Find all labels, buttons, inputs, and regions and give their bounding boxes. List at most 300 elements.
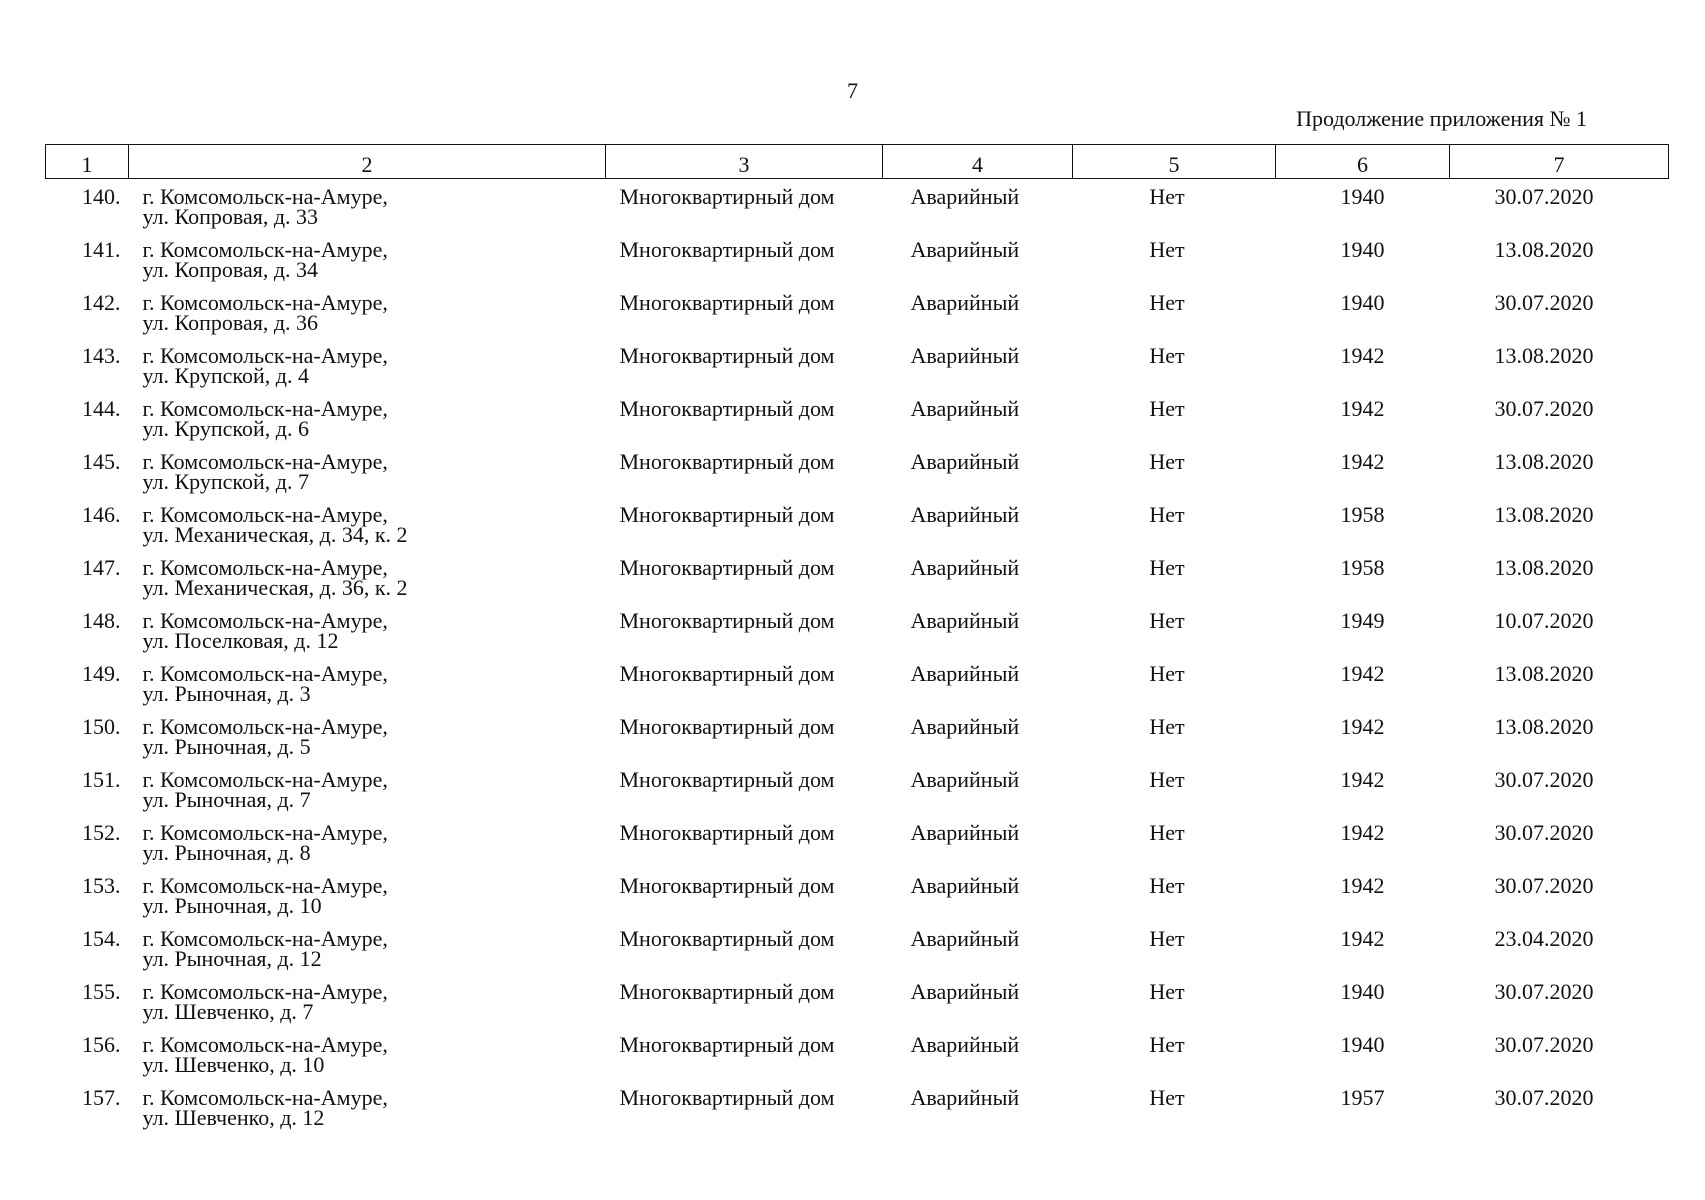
decision-date: 30.07.2020: [1494, 873, 1594, 898]
address-city: г. Комсомольск-на-Амуре,: [142, 502, 388, 527]
building-type-cell: [606, 926, 883, 982]
flag-value-cell: [1073, 714, 1276, 770]
row-number-cell: [46, 237, 129, 293]
condition-cell: [883, 396, 1073, 452]
condition-cell: [883, 343, 1073, 399]
construction-year-cell: [1276, 608, 1450, 664]
row-number-cell: [46, 1085, 129, 1141]
flag-value: Нет: [1149, 979, 1185, 1004]
address-city: г. Комсомольск-на-Амуре,: [142, 184, 388, 209]
flag-value-cell: [1073, 502, 1276, 558]
flag-value: Нет: [1149, 926, 1185, 951]
building-type: Многоквартирный дом: [619, 979, 835, 1004]
condition: Аварийный: [910, 237, 1020, 262]
row-number-cell: [46, 661, 129, 717]
address-cell: [129, 873, 606, 929]
address-city: г. Комсомольск-на-Амуре,: [142, 926, 388, 951]
address-street: ул. Рыночная, д. 10: [142, 893, 322, 918]
construction-year-cell: [1276, 179, 1450, 241]
flag-value: Нет: [1149, 873, 1185, 898]
address-street: ул. Рыночная, д. 7: [142, 787, 311, 812]
decision-date: 23.04.2020: [1494, 926, 1594, 951]
address-street: ул. Крупской, д. 6: [142, 416, 309, 441]
table-row: [46, 293, 1669, 346]
decision-date: 30.07.2020: [1494, 1032, 1594, 1057]
address-cell: [129, 1085, 606, 1141]
address-cell: [129, 343, 606, 399]
decision-date-cell: [1450, 1085, 1669, 1141]
column-header-3: 3: [606, 145, 883, 179]
address-cell: [129, 714, 606, 770]
decision-date: 30.07.2020: [1494, 396, 1594, 421]
building-type: Многоквартирный дом: [619, 502, 835, 527]
address-cell: [129, 179, 606, 241]
table-row: [46, 982, 1669, 1035]
row-number-cell: [46, 873, 129, 929]
row-number: 151.: [82, 767, 121, 792]
column-header-2: 2: [129, 145, 606, 179]
construction-year: 1942: [1340, 661, 1385, 686]
row-number: 140.: [82, 184, 121, 209]
condition-cell: [883, 1032, 1073, 1088]
building-type: Многоквартирный дом: [619, 767, 835, 792]
construction-year-cell: [1276, 237, 1450, 293]
building-type-cell: [606, 290, 883, 346]
building-type-cell: [606, 502, 883, 558]
decision-date-cell: [1450, 979, 1669, 1035]
flag-value: Нет: [1149, 661, 1185, 686]
decision-date-cell: [1450, 237, 1669, 293]
address-city: г. Комсомольск-на-Амуре,: [142, 555, 388, 580]
row-number-cell: [46, 1032, 129, 1088]
building-type-cell: [606, 714, 883, 770]
decision-date: 13.08.2020: [1494, 714, 1594, 739]
row-number: 157.: [82, 1085, 121, 1110]
address-street: ул. Крупской, д. 7: [142, 469, 309, 494]
construction-year-cell: [1276, 661, 1450, 717]
housing-registry-table: [45, 144, 1669, 1141]
table-row: [46, 452, 1669, 505]
row-number: 152.: [82, 820, 121, 845]
construction-year-cell: [1276, 767, 1450, 823]
address-street: ул. Рыночная, д. 3: [142, 681, 311, 706]
building-type: Многоквартирный дом: [619, 396, 835, 421]
condition-cell: [883, 820, 1073, 876]
table-row: [46, 1035, 1669, 1088]
building-type-cell: [606, 820, 883, 876]
flag-value: Нет: [1149, 1032, 1185, 1057]
decision-date-cell: [1450, 714, 1669, 770]
table-row: [46, 179, 1669, 241]
construction-year: 1942: [1340, 343, 1385, 368]
row-number-cell: [46, 502, 129, 558]
table-row: [46, 1088, 1669, 1141]
condition: Аварийный: [910, 343, 1020, 368]
decision-date-cell: [1450, 873, 1669, 929]
condition-cell: [883, 555, 1073, 611]
row-number: 145.: [82, 449, 121, 474]
decision-date: 30.07.2020: [1494, 1085, 1594, 1110]
flag-value-cell: [1073, 396, 1276, 452]
construction-year-cell: [1276, 502, 1450, 558]
decision-date-cell: [1450, 179, 1669, 241]
table-header-row: [46, 145, 1669, 179]
row-number: 147.: [82, 555, 121, 580]
flag-value: Нет: [1149, 184, 1185, 209]
building-type: Многоквартирный дом: [619, 714, 835, 739]
table-row: [46, 929, 1669, 982]
construction-year-cell: [1276, 343, 1450, 399]
decision-date-cell: [1450, 290, 1669, 346]
condition-cell: [883, 290, 1073, 346]
flag-value-cell: [1073, 873, 1276, 929]
condition: Аварийный: [910, 714, 1020, 739]
row-number-cell: [46, 714, 129, 770]
construction-year: 1958: [1340, 555, 1385, 580]
flag-value: Нет: [1149, 396, 1185, 421]
column-header-6: 6: [1276, 145, 1450, 179]
column-header-5: 5: [1073, 145, 1276, 179]
column-header-4: 4: [883, 145, 1073, 179]
construction-year-cell: [1276, 555, 1450, 611]
condition-cell: [883, 661, 1073, 717]
condition: Аварийный: [910, 820, 1020, 845]
address-city: г. Комсомольск-на-Амуре,: [142, 767, 388, 792]
decision-date-cell: [1450, 343, 1669, 399]
address-cell: [129, 1032, 606, 1088]
decision-date-cell: [1450, 926, 1669, 982]
row-number-cell: [46, 555, 129, 611]
building-type-cell: [606, 396, 883, 452]
condition-cell: [883, 502, 1073, 558]
building-type-cell: [606, 661, 883, 717]
decision-date: 13.08.2020: [1494, 555, 1594, 580]
flag-value-cell: [1073, 926, 1276, 982]
decision-date-cell: [1450, 1032, 1669, 1088]
decision-date: 13.08.2020: [1494, 502, 1594, 527]
address-street: ул. Шевченко, д. 7: [142, 999, 314, 1024]
construction-year-cell: [1276, 396, 1450, 452]
flag-value-cell: [1073, 237, 1276, 293]
row-number: 153.: [82, 873, 121, 898]
condition: Аварийный: [910, 767, 1020, 792]
construction-year: 1942: [1340, 714, 1385, 739]
building-type: Многоквартирный дом: [619, 873, 835, 898]
table-row: [46, 876, 1669, 929]
address-city: г. Комсомольск-на-Амуре,: [142, 237, 388, 262]
construction-year-cell: [1276, 449, 1450, 505]
condition: Аварийный: [910, 1085, 1020, 1110]
row-number: 149.: [82, 661, 121, 686]
row-number: 146.: [82, 502, 121, 527]
column-header-7: 7: [1450, 145, 1669, 179]
construction-year: 1942: [1340, 820, 1385, 845]
address-city: г. Комсомольск-на-Амуре,: [142, 449, 388, 474]
flag-value-cell: [1073, 179, 1276, 241]
flag-value: Нет: [1149, 820, 1185, 845]
row-number-cell: [46, 396, 129, 452]
condition-cell: [883, 714, 1073, 770]
condition-cell: [883, 237, 1073, 293]
row-number-cell: [46, 290, 129, 346]
decision-date: 30.07.2020: [1494, 767, 1594, 792]
address-cell: [129, 926, 606, 982]
address-street: ул. Копровая, д. 36: [142, 310, 319, 335]
condition-cell: [883, 767, 1073, 823]
construction-year: 1940: [1340, 237, 1385, 262]
condition-cell: [883, 449, 1073, 505]
flag-value: Нет: [1149, 1085, 1185, 1110]
construction-year-cell: [1276, 979, 1450, 1035]
construction-year: 1940: [1340, 1032, 1385, 1057]
building-type: Многоквартирный дом: [619, 290, 835, 315]
address-street: ул. Рыночная, д. 8: [142, 840, 311, 865]
decision-date-cell: [1450, 661, 1669, 717]
building-type-cell: [606, 343, 883, 399]
decision-date-cell: [1450, 396, 1669, 452]
condition-cell: [883, 979, 1073, 1035]
column-header-1: 1: [46, 145, 129, 179]
table-row: [46, 823, 1669, 876]
table-row: [46, 558, 1669, 611]
construction-year: 1940: [1340, 184, 1385, 209]
construction-year: 1958: [1340, 502, 1385, 527]
construction-year: 1942: [1340, 926, 1385, 951]
decision-date: 13.08.2020: [1494, 237, 1594, 262]
flag-value-cell: [1073, 661, 1276, 717]
decision-date-cell: [1450, 767, 1669, 823]
address-city: г. Комсомольск-на-Амуре,: [142, 714, 388, 739]
condition: Аварийный: [910, 926, 1020, 951]
row-number-cell: [46, 820, 129, 876]
flag-value: Нет: [1149, 343, 1185, 368]
construction-year: 1942: [1340, 449, 1385, 474]
address-cell: [129, 661, 606, 717]
address-cell: [129, 820, 606, 876]
address-cell: [129, 237, 606, 293]
flag-value: Нет: [1149, 502, 1185, 527]
flag-value-cell: [1073, 820, 1276, 876]
flag-value-cell: [1073, 1032, 1276, 1088]
condition: Аварийный: [910, 184, 1020, 209]
flag-value-cell: [1073, 767, 1276, 823]
decision-date: 13.08.2020: [1494, 449, 1594, 474]
construction-year: 1942: [1340, 396, 1385, 421]
row-number: 150.: [82, 714, 121, 739]
row-number: 141.: [82, 237, 121, 262]
building-type: Многоквартирный дом: [619, 608, 835, 633]
flag-value: Нет: [1149, 767, 1185, 792]
condition: Аварийный: [910, 396, 1020, 421]
flag-value-cell: [1073, 343, 1276, 399]
page-number: 7: [847, 78, 858, 103]
decision-date-cell: [1450, 502, 1669, 558]
row-number: 155.: [82, 979, 121, 1004]
building-type: Многоквартирный дом: [619, 237, 835, 262]
condition: Аварийный: [910, 608, 1020, 633]
construction-year: 1940: [1340, 290, 1385, 315]
decision-date: 10.07.2020: [1494, 608, 1594, 633]
building-type: Многоквартирный дом: [619, 184, 835, 209]
address-street: ул. Механическая, д. 36, к. 2: [142, 575, 408, 600]
flag-value-cell: [1073, 449, 1276, 505]
building-type-cell: [606, 608, 883, 664]
row-number: 142.: [82, 290, 121, 315]
row-number: 148.: [82, 608, 121, 633]
construction-year-cell: [1276, 1085, 1450, 1141]
address-cell: [129, 396, 606, 452]
condition-cell: [883, 608, 1073, 664]
row-number-cell: [46, 449, 129, 505]
address-cell: [129, 555, 606, 611]
address-cell: [129, 608, 606, 664]
decision-date: 30.07.2020: [1494, 184, 1594, 209]
construction-year-cell: [1276, 714, 1450, 770]
construction-year: 1949: [1340, 608, 1385, 633]
building-type: Многоквартирный дом: [619, 661, 835, 686]
row-number-cell: [46, 926, 129, 982]
flag-value-cell: [1073, 555, 1276, 611]
building-type-cell: [606, 449, 883, 505]
address-city: г. Комсомольск-на-Амуре,: [142, 873, 388, 898]
flag-value: Нет: [1149, 714, 1185, 739]
condition-cell: [883, 926, 1073, 982]
condition: Аварийный: [910, 873, 1020, 898]
address-cell: [129, 502, 606, 558]
condition: Аварийный: [910, 449, 1020, 474]
building-type: Многоквартирный дом: [619, 343, 835, 368]
flag-value: Нет: [1149, 449, 1185, 474]
address-cell: [129, 767, 606, 823]
address-city: г. Комсомольск-на-Амуре,: [142, 661, 388, 686]
condition: Аварийный: [910, 290, 1020, 315]
table-row: [46, 240, 1669, 293]
row-number-cell: [46, 343, 129, 399]
condition: Аварийный: [910, 979, 1020, 1004]
building-type: Многоквартирный дом: [619, 926, 835, 951]
address-street: ул. Копровая, д. 33: [142, 204, 319, 229]
address-city: г. Комсомольск-на-Амуре,: [142, 1032, 388, 1057]
address-cell: [129, 290, 606, 346]
building-type-cell: [606, 179, 883, 241]
address-city: г. Комсомольск-на-Амуре,: [142, 396, 388, 421]
table-row: [46, 611, 1669, 664]
building-type: Многоквартирный дом: [619, 1085, 835, 1110]
row-number-cell: [46, 179, 129, 241]
row-number-cell: [46, 767, 129, 823]
address-city: г. Комсомольск-на-Амуре,: [142, 343, 388, 368]
table-row: [46, 717, 1669, 770]
condition-cell: [883, 873, 1073, 929]
construction-year-cell: [1276, 873, 1450, 929]
flag-value-cell: [1073, 290, 1276, 346]
address-street: ул. Рыночная, д. 5: [142, 734, 311, 759]
address-street: ул. Копровая, д. 34: [142, 257, 319, 282]
construction-year: 1942: [1340, 873, 1385, 898]
building-type-cell: [606, 1085, 883, 1141]
row-number: 156.: [82, 1032, 121, 1057]
address-city: г. Комсомольск-на-Амуре,: [142, 290, 388, 315]
row-number-cell: [46, 608, 129, 664]
building-type: Многоквартирный дом: [619, 555, 835, 580]
condition: Аварийный: [910, 555, 1020, 580]
decision-date: 30.07.2020: [1494, 979, 1594, 1004]
construction-year-cell: [1276, 820, 1450, 876]
flag-value: Нет: [1149, 290, 1185, 315]
condition-cell: [883, 179, 1073, 241]
row-number: 143.: [82, 343, 121, 368]
condition: Аварийный: [910, 1032, 1020, 1057]
building-type-cell: [606, 873, 883, 929]
address-street: ул. Крупской, д. 4: [142, 363, 309, 388]
address-street: ул. Шевченко, д. 12: [142, 1105, 325, 1130]
building-type-cell: [606, 979, 883, 1035]
table-row: [46, 505, 1669, 558]
condition: Аварийный: [910, 502, 1020, 527]
construction-year-cell: [1276, 1032, 1450, 1088]
flag-value-cell: [1073, 979, 1276, 1035]
building-type: Многоквартирный дом: [619, 1032, 835, 1057]
address-cell: [129, 449, 606, 505]
condition-cell: [883, 1085, 1073, 1141]
construction-year-cell: [1276, 290, 1450, 346]
table-row: [46, 346, 1669, 399]
address-street: ул. Шевченко, д. 10: [142, 1052, 325, 1077]
decision-date-cell: [1450, 820, 1669, 876]
decision-date-cell: [1450, 608, 1669, 664]
flag-value: Нет: [1149, 555, 1185, 580]
decision-date: 30.07.2020: [1494, 820, 1594, 845]
table-row: [46, 664, 1669, 717]
flag-value: Нет: [1149, 608, 1185, 633]
decision-date-cell: [1450, 449, 1669, 505]
address-city: г. Комсомольск-на-Амуре,: [142, 820, 388, 845]
address-city: г. Комсомольск-на-Амуре,: [142, 1085, 388, 1110]
decision-date: 13.08.2020: [1494, 661, 1594, 686]
decision-date: 13.08.2020: [1494, 343, 1594, 368]
address-street: ул. Рыночная, д. 12: [142, 946, 322, 971]
row-number: 144.: [82, 396, 121, 421]
building-type: Многоквартирный дом: [619, 820, 835, 845]
building-type-cell: [606, 237, 883, 293]
table-row: [46, 770, 1669, 823]
flag-value-cell: [1073, 608, 1276, 664]
address-street: ул. Поселковая, д. 12: [142, 628, 339, 653]
appendix-continuation-note: Продолжение приложения № 1: [1296, 106, 1587, 131]
flag-value: Нет: [1149, 237, 1185, 262]
flag-value-cell: [1073, 1085, 1276, 1141]
address-city: г. Комсомольск-на-Амуре,: [142, 608, 388, 633]
construction-year: 1957: [1340, 1085, 1385, 1110]
address-city: г. Комсомольск-на-Амуре,: [142, 979, 388, 1004]
construction-year: 1940: [1340, 979, 1385, 1004]
building-type-cell: [606, 767, 883, 823]
address-street: ул. Механическая, д. 34, к. 2: [142, 522, 408, 547]
condition: Аварийный: [910, 661, 1020, 686]
row-number: 154.: [82, 926, 121, 951]
table-body: [46, 179, 1669, 1142]
table-row: [46, 399, 1669, 452]
building-type-cell: [606, 1032, 883, 1088]
construction-year: 1942: [1340, 767, 1385, 792]
building-type-cell: [606, 555, 883, 611]
building-type: Многоквартирный дом: [619, 449, 835, 474]
decision-date: 30.07.2020: [1494, 290, 1594, 315]
construction-year-cell: [1276, 926, 1450, 982]
row-number-cell: [46, 979, 129, 1035]
address-cell: [129, 979, 606, 1035]
decision-date-cell: [1450, 555, 1669, 611]
